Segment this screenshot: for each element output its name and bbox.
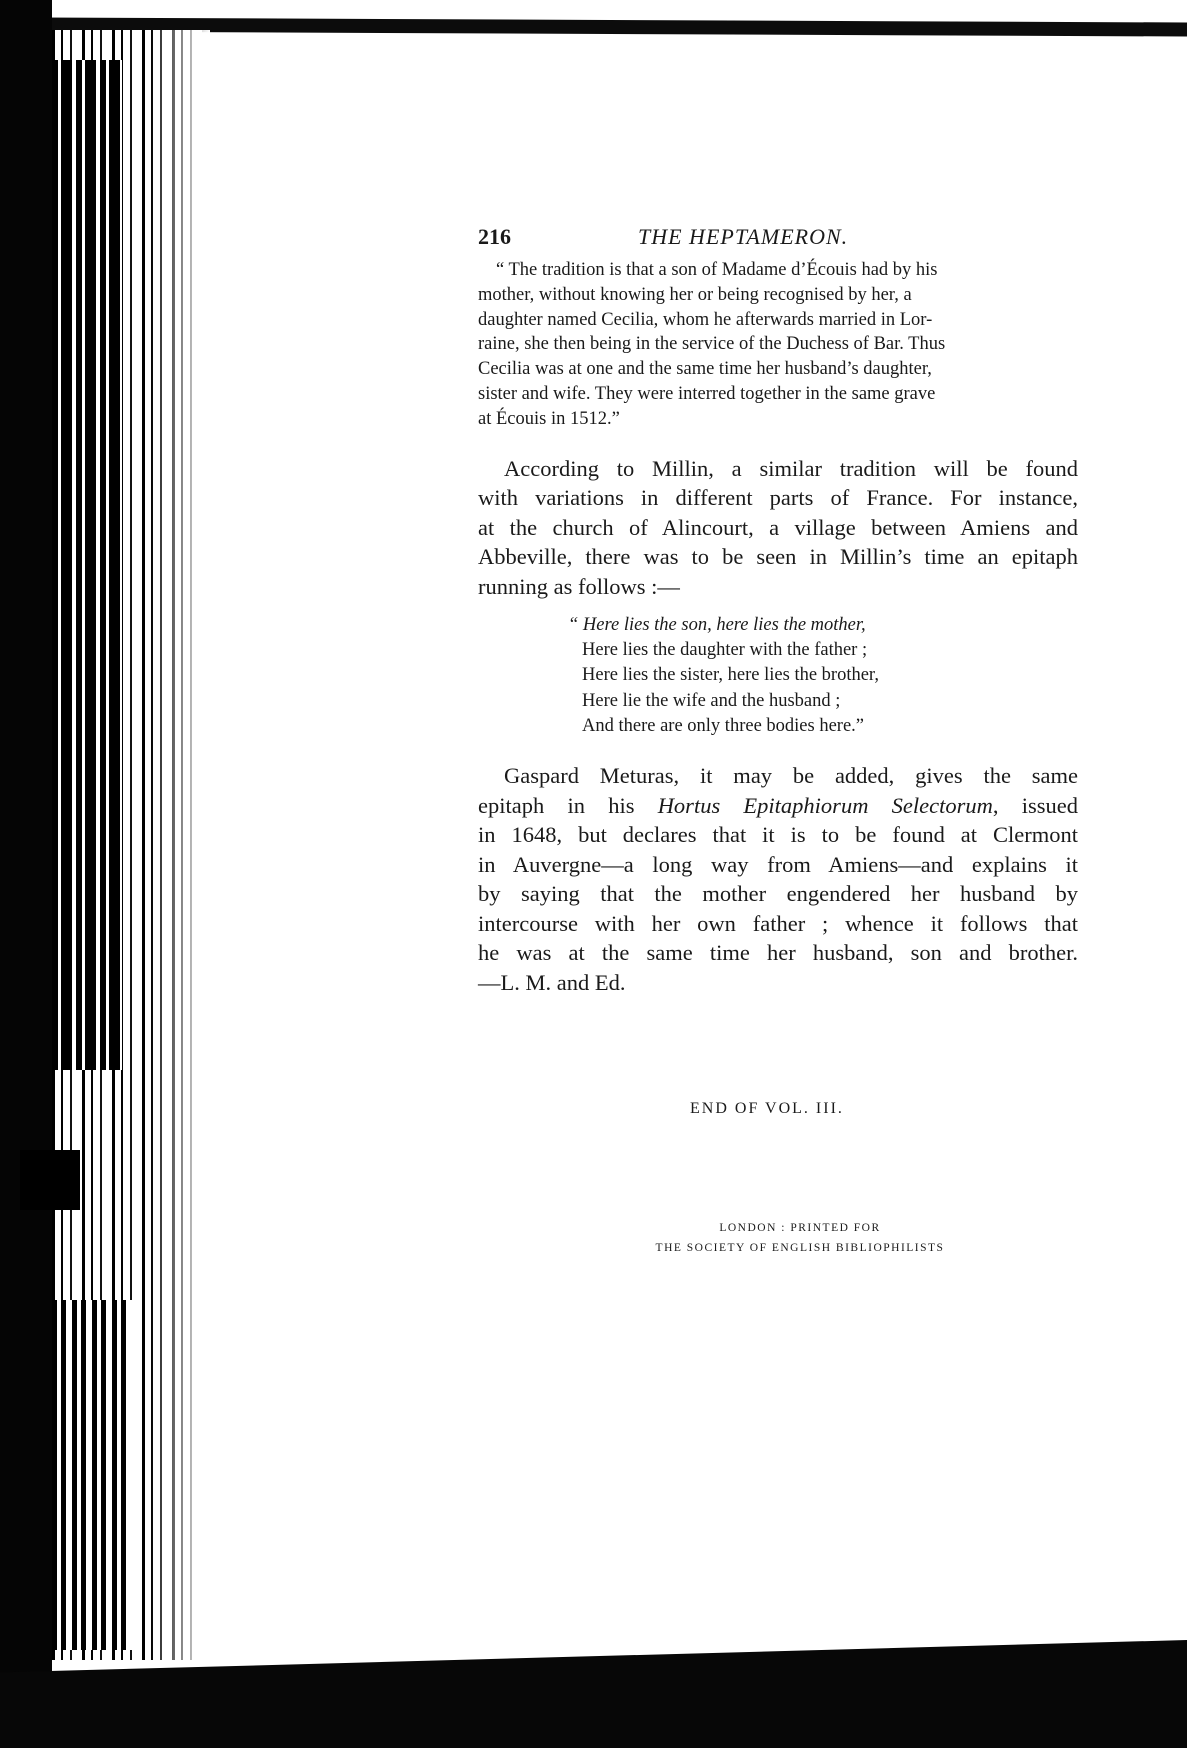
signature: —L. M. and Ed.: [478, 969, 626, 995]
quote-line: mother, without knowing her or being recognised by her, a: [478, 284, 912, 305]
poem-line: And there are only three bodies here.”: [582, 715, 864, 736]
page-edges-dark: [52, 60, 122, 1070]
page-edges-lower: [52, 1300, 132, 1650]
quote-line: at Écouis in 1512.”: [478, 408, 620, 429]
para-line: According to Millin, a similar tradition will be found: [504, 455, 1078, 481]
quote-line: “ The tradition is that a son of Madame d’Écouis had by his: [496, 260, 938, 280]
paragraph-meturas: [478, 761, 1078, 997]
printer-imprint: [620, 1218, 980, 1258]
para-line: in Auvergne—a long way from Amiens—and explains it: [478, 851, 1078, 877]
quote-line: raine, she then being in the service of the Duchess of Bar. Thus: [478, 334, 946, 355]
para-line: at the church of Alincourt, a village between Amiens and: [478, 514, 1078, 540]
running-title: THE HEPTAMERON.: [638, 224, 849, 249]
scan-top-edge: [40, 17, 1187, 36]
para-line: running as follows :—: [478, 573, 680, 599]
binding-mark: [20, 1150, 80, 1210]
para-line: intercourse with her own father ; whence it follows that: [478, 910, 1078, 936]
poem-line: Here lie the wife and the husband ;: [582, 690, 841, 711]
paragraph-millin: [478, 454, 1078, 602]
para-line: Abbeville, there was to be seen in Millin’s time an epitaph: [478, 544, 1078, 570]
para-line: with variations in different parts of France. For instance,: [478, 485, 1078, 511]
page-number: 216: [478, 224, 511, 249]
imprint-line: LONDON : PRINTED FOR: [719, 1222, 881, 1234]
book-page: [478, 224, 1078, 997]
quote-line: sister and wife. They were interred together in the same grave: [478, 383, 936, 404]
epitaph-poem: [568, 613, 1078, 739]
running-head: [478, 224, 1078, 258]
para-line: by saying that the mother engendered her husband by: [478, 881, 1078, 907]
poem-line: “ Here lies the son, here lies the mother,: [568, 615, 866, 636]
spine-fade: [150, 30, 210, 1660]
book-title: Hortus Epitaphiorum Selectorum: [657, 792, 993, 818]
quote-line: Cecilia was at one and the same time her husband’s daughter,: [478, 359, 932, 380]
para-line: Gaspard Meturas, it may be added, gives the same: [504, 763, 1078, 789]
para-line: [478, 791, 1078, 821]
text-run: epitaph in his: [478, 792, 658, 818]
quoted-passage: [478, 258, 1078, 432]
text-run: , issued: [992, 792, 1078, 818]
end-of-volume: END OF VOL. III.: [690, 1100, 844, 1117]
para-line: in 1648, but declares that it is to be found at Clermont: [478, 822, 1078, 848]
quote-line: daughter named Cecilia, whom he afterwards married in Lor-: [478, 309, 933, 330]
para-line: he was at the same time her husband, son and brother.: [478, 940, 1078, 966]
poem-line: Here lies the daughter with the father ;: [582, 640, 868, 661]
book-spine-shadow: [0, 0, 52, 1748]
imprint-line: THE SOCIETY OF ENGLISH BIBLIOPHILISTS: [655, 1242, 945, 1254]
poem-line: Here lies the sister, here lies the brother,: [582, 665, 879, 686]
